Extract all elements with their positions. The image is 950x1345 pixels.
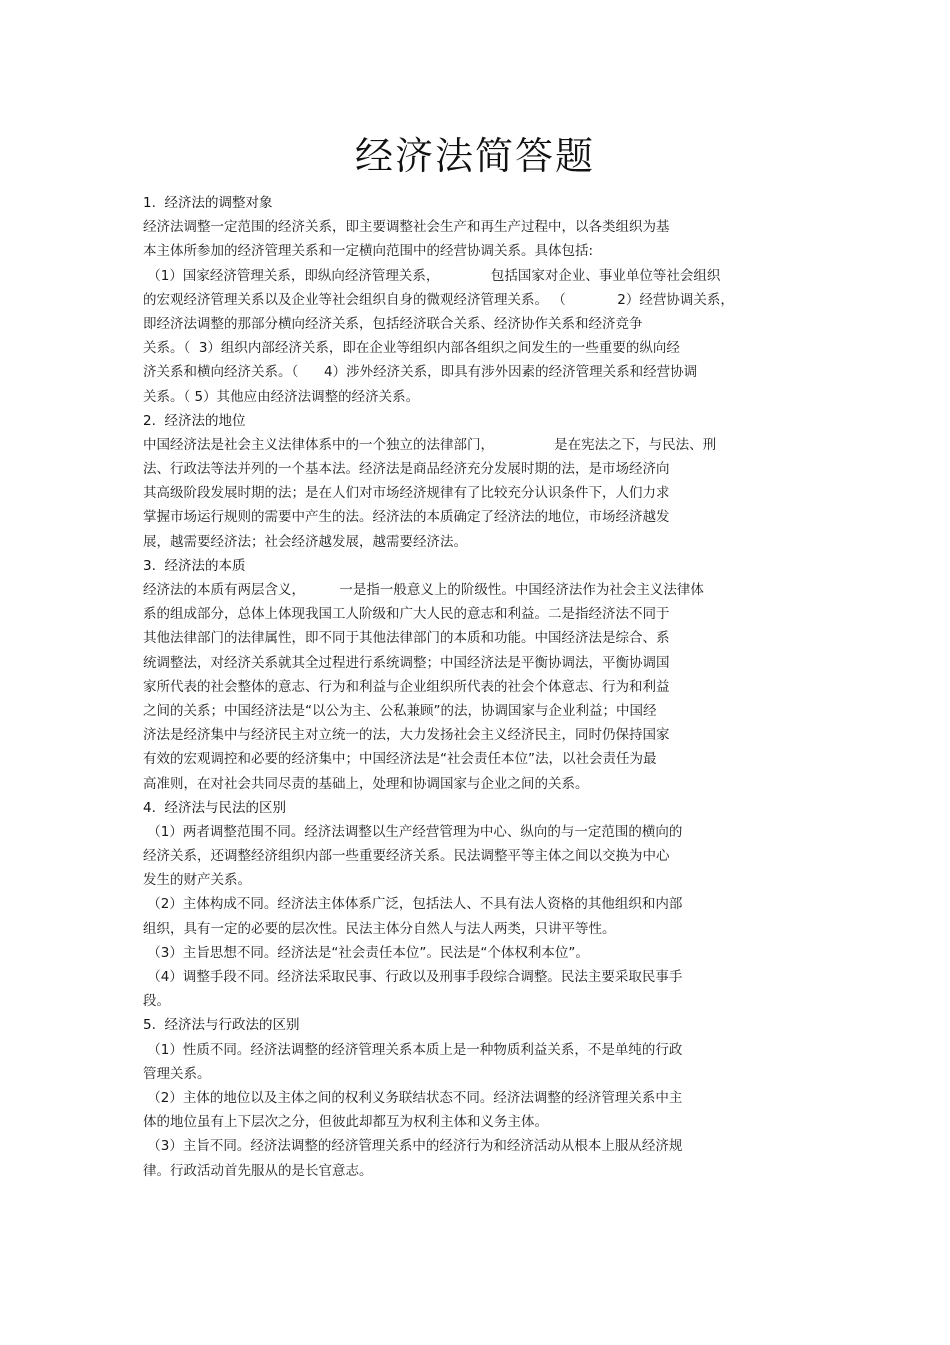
body-text-line: 本主体所参加的经济管理关系和一定横向范围中的经营协调关系。具体包括: [143, 243, 594, 260]
body-text-line: 经济法调整一定范围的经济关系，即主要调整社会生产和再生产过程中，以各类组织为基 [143, 219, 670, 236]
body-text-line: 体的地位虽有上下层次之分，但彼此却都互为权利主体和义务主体。 [143, 1114, 548, 1131]
section-heading: 3. 经济法的本质 [143, 557, 246, 574]
body-text-line: （2）主体构成不同。经济法主体体系广泛，包括法人、不具有法人资格的其他组织和内部 [143, 896, 683, 913]
body-text-line: （2）主体的地位以及主体之间的权利义务联结状态不同。经济法调整的经济管理关系中主 [143, 1089, 683, 1106]
body-text-line: 高准则，在对社会共同尽责的基础上，处理和协调国家与企业之间的关系。 [143, 775, 589, 792]
body-text-line: 经济法的本质有两层含义， 一是指一般意义上的阶级性。中国经济法作为社会主义法律体 [143, 582, 704, 598]
body-text-line: 之间的关系；中国经济法是“以公为主、公私兼顾”的法，协调国家与企业利益；中国经 [143, 702, 657, 719]
body-text-line: 统调整法，对经济关系就其全过程进行系统调整；中国经济法是平衡协调法，平衡协调国 [143, 654, 670, 671]
body-text-line: 律。行政活动首先服从的是长官意志。 [143, 1162, 373, 1179]
body-text-line: 有效的宏观调控和必要的经济集中；中国经济法是“社会责任本位”法，以社会责任为最 [143, 751, 657, 768]
body-text-line: 展，越需要经济法；社会经济越发展，越需要经济法。 [143, 533, 467, 550]
section-heading: 1. 经济法的调整对象 [143, 195, 273, 211]
body-text-line: 经济关系，还调整经济组织内部一些重要经济关系。民法调整平等主体之间以交换为中心 [143, 848, 670, 865]
body-text-line: 法、行政法等法并列的一个基本法。经济法是商品经济充分发展时期的法，是市场经济向 [143, 461, 670, 478]
body-text-line: 其高级阶段发展时期的法；是在人们对市场经济规律有了比较充分认识条件下，人们力求 [143, 485, 670, 502]
document-title: 经济法简答题 [354, 134, 595, 178]
section-heading: 2. 经济法的地位 [143, 412, 246, 429]
body-text-line: （1）两者调整范围不同。经济法调整以生产经营管理为中心、纵向的与一定范围的横向的 [143, 823, 683, 840]
section-heading: 5. 经济法与行政法的区别 [143, 1017, 300, 1034]
body-text-line: 组织，具有一定的必要的层次性。民法主体分自然人与法人两类，只讲平等性。 [143, 920, 616, 937]
body-text-line: （4）调整手段不同。经济法采取民事、行政以及刑事手段综合调整。民法主要采取民事手 [143, 969, 683, 985]
body-text-line: （1）性质不同。经济法调整的经济管理关系本质上是一种物质利益关系，不是单纯的行政 [143, 1041, 683, 1058]
body-text-line: （1）国家经济管理关系，即纵向经济管理关系， 包括国家对企业、事业单位等社会组织 [143, 267, 721, 284]
body-text-line: 管理关系。 [143, 1065, 211, 1082]
body-text-line: 济法是经济集中与经济民主对立统一的法，大力发扬社会主义经济民主，同时仍保持国家 [143, 727, 670, 744]
body-text-line: 关系。（ 5）其他应由经济法调整的经济关系。 [143, 388, 420, 405]
body-text-line: 其他法律部门的法律属性，即不同于其他法律部门的本质和功能。中国经济法是综合、系 [143, 630, 670, 647]
body-text-line: 家所代表的社会整体的意志、行为和利益与企业组织所代表的社会个体意志、行为和利益 [143, 678, 670, 695]
body-text-line: 系的组成部分，总体上体现我国工人阶级和广大人民的意志和利益。二是指经济法不同于 [143, 606, 670, 623]
body-text-line: （3）主旨思想不同。经济法是“社会责任本位”。民法是“个体权利本位”。 [143, 944, 589, 961]
body-text-line: 即经济法调整的那部分横向经济关系，包括经济联合关系、经济协作关系和经济竞争 [143, 315, 643, 332]
body-text-line: 掌握市场运行规则的需要中产生的法。经济法的本质确定了经济法的地位，市场经济越发 [143, 509, 670, 526]
body-text-line: 段。 [143, 993, 170, 1010]
document-body [143, 191, 803, 1183]
body-text-line: 关系。（ 3）组织内部经济关系，即在企业等组织内部各组织之间发生的一些重要的纵向经 [143, 340, 680, 357]
body-text-line: 济关系和横向经济关系。（ 4）涉外经济关系，即具有涉外因素的经济管理关系和经营协调 [143, 364, 698, 381]
body-text-line: 中国经济法是社会主义法律体系中的一个独立的法律部门， 是在宪法之下，与民法、刑 [143, 436, 717, 453]
body-text-line: 的宏观经济管理关系以及企业等社会组织自身的微观经济管理关系。 （ 2）经营协调关系， [143, 291, 734, 308]
section-heading: 4. 经济法与民法的区别 [143, 799, 286, 816]
body-text-line: 发生的财产关系。 [143, 872, 251, 889]
body-text-line: （3）主旨不同。经济法调整的经济管理关系中的经济行为和经济活动从根本上服从经济规 [143, 1138, 683, 1155]
